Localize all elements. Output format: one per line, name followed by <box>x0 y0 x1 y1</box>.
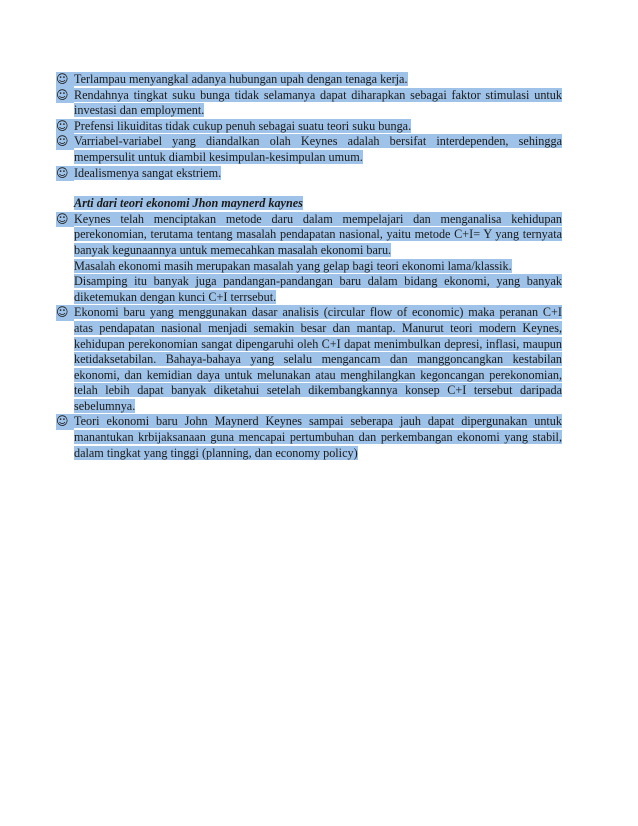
item-text: Prefensi likuiditas tidak cukup penuh sebagai suatu teori suku bunga. <box>74 118 412 133</box>
item-text: Terlampau menyangkal adanya hubungan upah dengan tenaga kerja. <box>74 72 408 86</box>
smiley-icon: ☺ <box>56 414 74 430</box>
item-text: Rendahnya tingkat suku bunga tidak selamanya dapat diharapkan sebagai faktor stimulasi untuk investasi dan employment. <box>74 87 562 118</box>
list-item <box>56 212 562 306</box>
list-item <box>56 72 562 88</box>
smiley-icon: ☺ <box>56 305 74 321</box>
section-heading <box>56 196 562 212</box>
list-item <box>56 134 562 165</box>
list-item <box>56 305 562 414</box>
smiley-icon: ☺ <box>56 134 74 150</box>
item-paragraph: Disamping itu banyak juga pandangan-pandangan baru dalam bidang ekonomi, yang banyak diketemukan dengan kunci C+I terrsebut. <box>74 274 562 304</box>
section-heading-text: Arti dari teori ekonomi Jhon maynerd kaynes <box>74 196 303 211</box>
list-item <box>56 88 562 119</box>
list-item <box>56 414 562 461</box>
smiley-icon: ☺ <box>56 166 74 182</box>
document-content <box>56 72 562 461</box>
smiley-icon: ☺ <box>56 72 74 88</box>
item-text: Teori ekonomi baru John Maynerd Keynes sampai seberapa jauh dapat dipergunakan untuk manantukan krbijaksanaan guna mencapai pertumbuhan dan perkembangan ekonomi yang stabil, dalam tingkat yang tinggi (planning, dan economy policy) <box>74 414 562 460</box>
item-paragraph: Keynes telah menciptakan metode daru dalam mempelajari dan menganalisa kehidupan perekonomian, terutama tentang masalah pendapatan nasional, yaitu metode C+I= Y yang ternyata banyak kegunaannya untuk memecahkan masalah ekonomi baru. <box>74 211 562 257</box>
item-text: Idealismenya sangat ekstriem. <box>74 165 222 180</box>
smiley-icon: ☺ <box>56 212 74 228</box>
list-item <box>56 119 562 135</box>
item-text: Ekonomi baru yang menggunakan dasar analisis (circular flow of economic) maka peranan C+I atas pendapatan nasional menjadi semakin besar dan mantap. Manurut teori modern Keynes, kehidupan perekonomian sangat dipengaruhi oleh C+I dapat menimbulkan depresi, inflasi, maupun ketidaksetabilan. Bahaya-bahaya yang selalu mengancam dan manggoncangkan kestabilan ekonomi, dan kemidian daya untuk melunakan atau menghilangkan kegoncangan perekonomian, telah lebih dapat banyak diketahui setelah dikembangkannya konsep C+I tersebut daripada sebelumnya. <box>74 305 562 413</box>
item-paragraph: Masalah ekonomi masih merupakan masalah yang gelap bagi teori ekonomi lama/klassik. <box>74 258 512 273</box>
smiley-icon: ☺ <box>56 119 74 135</box>
smiley-icon: ☺ <box>56 88 74 104</box>
list-item <box>56 166 562 182</box>
item-text: Varriabel-variabel yang diandalkan olah Keynes adalah bersifat interdependen, sehingga mempersulit untuk diambil kesimpulan-kesimpulan umum. <box>74 134 562 164</box>
